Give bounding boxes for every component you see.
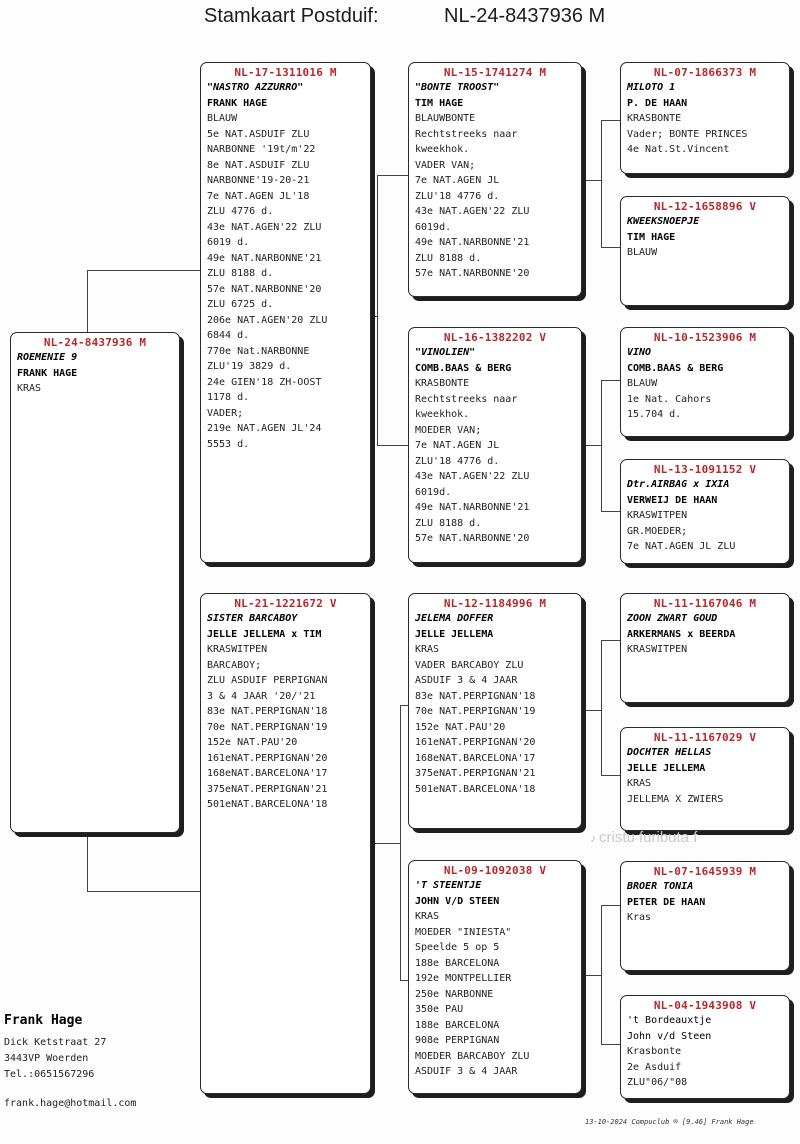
card-line: 501eNAT.BARCELONA'18 [415,783,536,795]
ring-number: NL-21-1221672 V [234,597,337,610]
card-line: 152e NAT.PAU'20 [415,721,506,733]
pigeon-name: 't Bordeauxtje [627,1015,712,1026]
card-line: 5e NAT.ASDUIF ZLU [207,128,310,140]
breeder-name: ARKERMANS x BEERDA [627,628,736,640]
pigeon-name: JELEMA DOFFER [415,613,494,624]
owner-contact [4,1012,136,1112]
card-line: KRAS [627,778,652,789]
card-line: KRASWITPEN [207,644,268,655]
card-line: 4e Nat.St.Vincent [627,144,730,155]
card-line: BLAUW [627,247,658,258]
card-line: 83e NAT.PERPIGNAN'18 [415,690,536,702]
ring-number: NL-12-1658896 V [653,200,757,213]
pigeon-card-ff[interactable] [408,62,582,297]
pigeon-card-mmf[interactable] [620,861,790,971]
breeder-name: JELLE JELLEMA [415,628,494,640]
pigeon-name: ZOON ZWART GOUD [627,613,718,624]
pigeon-name: MILOTO 1 [627,82,676,93]
card-line: 2e Asduif [627,1061,682,1073]
card-line: KRASWITPEN [627,644,688,655]
connector [400,705,401,980]
breeder-name: TIM HAGE [415,97,464,109]
card-line: KRAS [415,911,440,922]
pigeon-card-mf[interactable] [408,593,582,829]
card-line: 375eNAT.PERPIGNAN'21 [415,768,536,779]
card-line: NARBONNE'19-20-21 [207,175,310,186]
ring-number: NL-16-1382202 V [443,331,547,344]
pigeon-name: SISTER BARCABOY [207,613,298,624]
connector [601,775,620,776]
card-line: ZLU"06/"08 [627,1077,688,1088]
card-line: 7e NAT.AGEN JL [415,175,500,186]
card-line: 250e NARBONNE [415,988,494,1000]
title-label: Stamkaart Postduif: [204,5,379,27]
pigeon-card-mm[interactable] [408,860,582,1094]
pigeon-card-ffm[interactable] [620,196,790,306]
ring-number: NL-11-1167046 M [653,597,757,610]
connector [400,980,408,981]
connector [601,380,620,381]
owner-city: 3443VP Woerden [4,1053,89,1064]
card-line: KRASBONTE [627,113,682,124]
ring-number: NL-13-1091152 V [653,463,757,476]
card-line: 6019d. [415,486,452,498]
pigeon-card-subject[interactable] [10,332,180,833]
connector [377,175,408,176]
connector [601,247,620,248]
card-line: 219e NAT.AGEN JL'24 [207,423,322,434]
connector [371,316,377,317]
ring-number: NL-12-1184996 M [443,597,547,610]
connector [601,640,620,641]
connector [601,380,602,511]
tiktok-icon: ♪ [590,831,596,845]
card-line: 49e NAT.NARBONNE'21 [415,237,530,248]
card-line: GR.MOEDER; [627,525,688,537]
owner-phone: Tel.:0651567296 [4,1069,95,1080]
connector [601,640,602,775]
card-line: ZLU'18 4776 d. [415,190,500,202]
card-line: 6844 d. [207,330,250,341]
card-line: 908e PERPIGNAN [415,1035,500,1046]
connector [87,270,88,332]
page-title [0,3,800,31]
breeder-name: FRANK HAGE [17,367,78,379]
card-line: 57e NAT.NARBONNE'20 [415,268,530,279]
connector [601,905,602,1044]
card-line: 6019d. [415,221,452,233]
card-line: ZLU 8188 d. [207,268,274,279]
connector [87,833,88,891]
breeder-name: VERWEIJ DE HAAN [627,494,718,506]
print-footer: 13-10-2024 Compuclub ® [9.46] Frank Hage [585,1118,754,1126]
pigeon-name: VINO [627,347,652,358]
card-line: Krasbonte [627,1046,682,1057]
card-line: BLAUWBONTE [415,113,476,124]
connector [601,120,602,247]
connector [377,175,378,445]
card-line: 161eNAT.PERPIGNAN'20 [415,737,536,748]
pigeon-card-mmm[interactable] [620,995,790,1099]
card-line: kweekhok. [415,144,470,155]
card-line: 83e NAT.PERPIGNAN'18 [207,706,328,717]
card-line: 5553 d. [207,438,250,450]
card-line: 188e BARCELONA [415,957,500,969]
card-line: 24e GIEN'18 ZH-OOST [207,376,322,388]
pigeon-card-father[interactable] [200,62,371,563]
pigeon-name: "NASTRO AZZURRO" [207,82,304,93]
card-line: ZLU'19 3829 d. [207,361,292,372]
watermark-text: cristu fuributa f [599,829,698,846]
card-line: KRASBONTE [415,378,470,389]
card-line: 49e NAT.NARBONNE'21 [207,252,322,264]
card-line: 7e NAT.AGEN JL'18 [207,190,310,202]
connector [400,705,408,706]
card-line: BLAUW [207,113,238,124]
card-line: Rechtstreeks naar [415,393,518,405]
ring-number: NL-10-1523906 M [653,331,757,344]
ring-number: NL-15-1741274 M [443,66,547,79]
card-line: BARCABOY; [207,659,262,671]
card-line: MOEDER BARCABOY ZLU [415,1050,530,1062]
card-line: Vader; BONTE PRINCES [627,128,748,140]
card-line: BLAUW [627,378,658,389]
card-line: ASDUIF 3 & 4 JAAR [415,675,518,686]
card-line: JELLEMA X ZWIERS [627,793,724,805]
card-line: 6019 d. [207,237,250,248]
breeder-name: PETER DE HAAN [627,896,706,908]
pigeon-card-fmm[interactable] [620,459,790,564]
card-line: ZLU 6725 d. [207,299,274,310]
connector [582,445,601,446]
card-line: Kras [627,912,652,923]
connector [582,180,601,181]
ring-number: NL-24-8437936 M [43,336,147,349]
ring-number: NL-04-1943908 V [653,999,757,1012]
card-line: KRAS [17,383,42,394]
pigeon-name: DOCHTER HELLAS [627,747,712,758]
owner-name: Frank Hage [4,1013,83,1028]
card-line: MOEDER "INIESTA" [415,926,512,938]
connector [371,843,400,844]
pigeon-name: 'T STEENTJE [415,880,482,891]
card-line: 188e BARCELONA [415,1019,500,1031]
card-line: 7e NAT.AGEN JL ZLU [627,541,736,552]
pigeon-name: Dtr.AIRBAG x IXIA [627,479,730,490]
connector [601,905,620,906]
breeder-name: John v/d Steen [627,1030,712,1042]
card-line: 70e NAT.PERPIGNAN'19 [415,706,536,717]
card-line: 770e Nat.NARBONNE [207,345,310,357]
watermark [590,829,697,846]
card-line: kweekhok. [415,409,470,420]
card-line: 501eNAT.BARCELONA'18 [207,799,328,810]
card-line: 3 & 4 JAAR '20/'21 [207,690,316,702]
breeder-name: JELLE JELLEMA x TIM [207,628,322,640]
card-line: 192e MONTPELLIER [415,973,512,984]
card-line: NARBONNE '19t/m'22 [207,144,316,155]
connector [582,975,601,976]
pigeon-name: "VINOLIEN" [415,347,476,358]
connector [87,891,200,892]
owner-street: Dick Ketstraat 27 [4,1037,107,1048]
pigeon-card-mother[interactable] [200,593,371,1094]
breeder-name: JELLE JELLEMA [627,762,706,774]
card-line: VADER VAN; [415,159,476,171]
pigeon-card-mff[interactable] [620,593,790,703]
breeder-name: COMB.BAAS & BERG [415,362,512,374]
card-line: 57e NAT.NARBONNE'20 [207,283,322,295]
card-line: VADER BARCABOY ZLU [415,659,524,671]
card-line: 161eNAT.PERPIGNAN'20 [207,752,328,764]
ring-number: NL-17-1311016 M [234,66,337,79]
breeder-name: FRANK HAGE [207,97,268,109]
pigeon-name: KWEEKSNOEPJE [627,216,700,227]
card-line: 375eNAT.PERPIGNAN'21 [207,783,328,795]
title-ring-number: NL-24-8437936 M [444,5,606,27]
card-line: 57e NAT.NARBONNE'20 [415,533,530,544]
connector [601,1044,620,1045]
card-line: Rechtstreeks naar [415,128,518,140]
connector [582,710,601,711]
pigeon-card-fmf[interactable] [620,327,790,437]
card-line: 168eNAT.BARCELONA'17 [415,752,536,764]
card-line: 43e NAT.AGEN'22 ZLU [207,221,322,233]
card-line: 1e Nat. Cahors [627,393,712,405]
pigeon-name: BROER TONIA [627,881,694,892]
card-line: 49e NAT.NARBONNE'21 [415,502,530,513]
pigeon-name: ROEMENIE 9 [17,352,78,363]
card-line: 1178 d. [207,392,250,403]
breeder-name: COMB.BAAS & BERG [627,362,724,374]
card-line: ZLU'18 4776 d. [415,455,500,467]
pigeon-card-fff[interactable] [620,62,790,174]
pigeon-card-fm[interactable] [408,327,582,563]
card-line: KRASWITPEN [627,510,688,521]
card-line: ZLU 8188 d. [415,252,482,264]
card-line: ZLU 8188 d. [415,517,482,529]
owner-email[interactable]: frank.hage@hotmail.com [4,1098,137,1109]
card-line: 43e NAT.AGEN'22 ZLU [415,471,530,482]
card-line: MOEDER VAN; [415,424,482,436]
card-line: ZLU ASDUIF PERPIGNAN [207,675,328,686]
connector [87,270,200,271]
breeder-name: JOHN V/D STEEN [415,895,500,907]
card-line: 7e NAT.AGEN JL [415,440,500,451]
card-line: Speelde 5 op 5 [415,942,500,953]
ring-number: NL-11-1167029 V [653,731,757,744]
pigeon-name: "BONTE TROOST" [415,82,500,93]
ring-number: NL-07-1645939 M [653,865,757,878]
ring-number: NL-09-1092038 V [443,864,547,877]
card-line: 168eNAT.BARCELONA'17 [207,768,328,779]
card-line: 152e NAT.PAU'20 [207,737,298,748]
card-line: 8e NAT.ASDUIF ZLU [207,159,310,171]
card-line: 350e PAU [415,1004,464,1015]
card-line: 206e NAT.AGEN'20 ZLU [207,314,328,326]
card-line: ASDUIF 3 & 4 JAAR [415,1066,518,1077]
card-line: ZLU 4776 d. [207,206,274,217]
connector [601,120,620,121]
card-line: 43e NAT.AGEN'22 ZLU [415,206,530,217]
breeder-name: P. DE HAAN [627,97,688,109]
card-line: KRAS [415,644,440,655]
breeder-name: TIM HAGE [627,231,676,243]
ring-number: NL-07-1866373 M [653,66,757,79]
connector [377,445,408,446]
card-line: VADER; [207,407,244,419]
card-line: 15.704 d. [627,409,682,420]
pigeon-card-mfm[interactable] [620,727,790,831]
connector [601,511,620,512]
card-line: 70e NAT.PERPIGNAN'19 [207,721,328,733]
